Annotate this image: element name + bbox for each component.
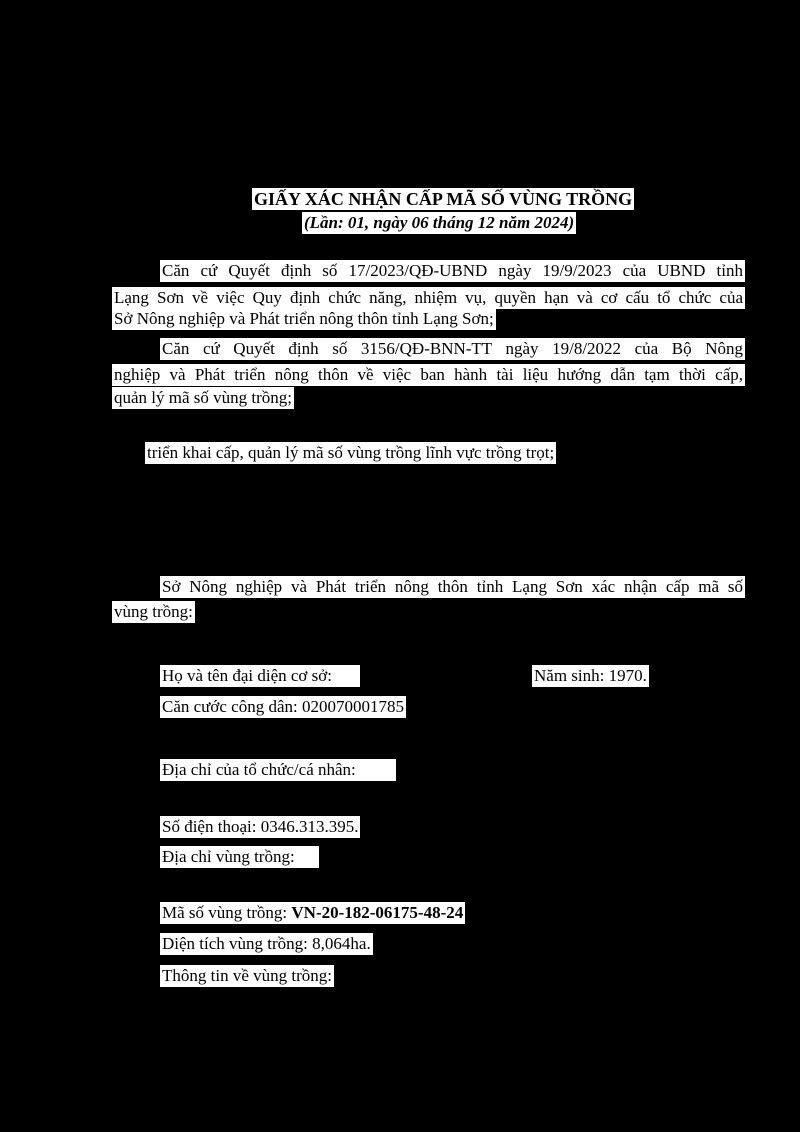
phone-number: Số điện thoại: 0346.313.395. [162,817,359,836]
growing-code [160,902,465,924]
growing-code-value: VN-20-182-06175-48-24 [291,903,464,922]
basis-1-line-3: Sở Nông nghiệp và Phát triển nông thôn tỉnh Lạng Sơn; [114,309,494,328]
basis-1-line-2: Lạng Sơn về việc Quy định chức năng, nhiệm vụ, quyền hạn và cơ cấu tổ chức của [114,288,743,307]
basis-2-line-1: Căn cứ Quyết định số 3156/QĐ-BNN-TT ngày 19/8/2022 của Bộ Nông [162,339,743,358]
growing-code-label: Mã số vùng trồng: [162,903,288,922]
growing-info-label: Thông tin về vùng trồng: [162,966,332,985]
document-title: GIẤY XÁC NHẬN CẤP MÃ SỐ VÙNG TRỒNG [254,189,633,209]
basis-1-line-1: Căn cứ Quyết định số 17/2023/QĐ-UBND ngày 19/9/2023 của UBND tỉnh [162,261,743,280]
address-label: Địa chỉ của tổ chức/cá nhân: [160,759,396,781]
citizen-id: Căn cước công dân: 020070001785 [162,697,404,716]
confirmation-line-2: vùng trồng: [114,602,193,621]
birth-year: Năm sinh: 1970. [534,666,647,685]
basis-2-line-3: quản lý mã số vùng trồng; [114,388,293,407]
document-subtitle: (Lần: 01, ngày 06 tháng 12 năm 2024) [304,213,575,232]
representative-label: Họ và tên đại diện cơ sở: [160,665,360,687]
basis-3-fragment: triển khai cấp, quản lý mã số vùng trồng lĩnh vực trồng trọt; [147,443,555,462]
growing-address-label: Địa chỉ vùng trồng: [160,846,319,868]
confirmation-line-1: Sở Nông nghiệp và Phát triển nông thôn tỉnh Lạng Sơn xác nhận cấp mã số [162,577,743,596]
growing-area: Diện tích vùng trồng: 8,064ha. [162,934,371,953]
basis-2-line-2: nghiệp và Phát triển nông thôn về việc ban hành tài liệu hướng dẫn tạm thời cấp, [114,365,743,384]
